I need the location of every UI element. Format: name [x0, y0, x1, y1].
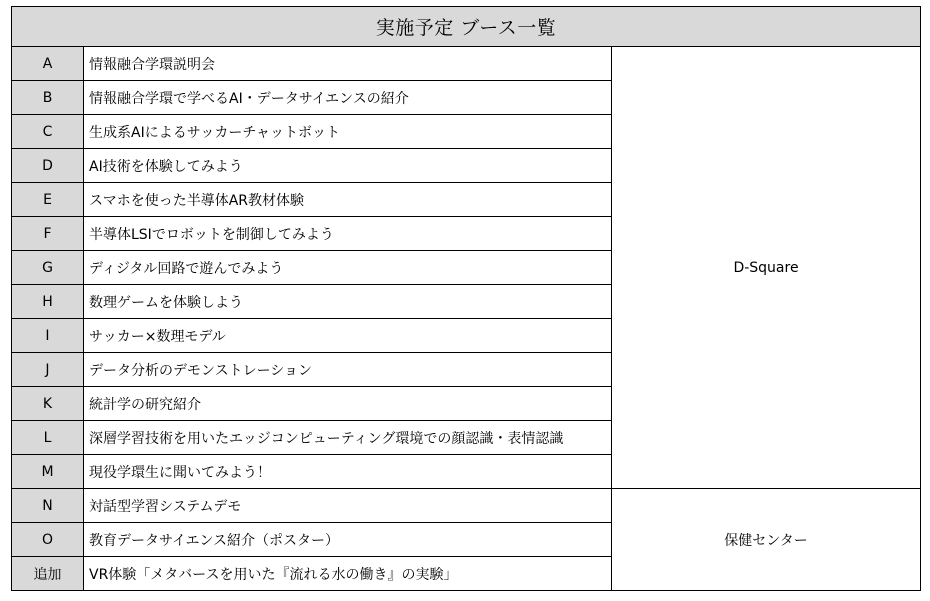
- booth-name: AI技術を体験してみよう: [84, 149, 612, 183]
- location-d-square: D-Square: [612, 47, 921, 489]
- booth-name: 対話型学習システムデモ: [84, 489, 612, 523]
- booth-name: データ分析のデモンストレーション: [84, 353, 612, 387]
- booth-name: 半導体LSIでロボットを制御してみよう: [84, 217, 612, 251]
- booth-id: A: [12, 47, 84, 81]
- booth-id: J: [12, 353, 84, 387]
- location-hoken-center: 保健センター: [612, 489, 921, 591]
- booth-id: O: [12, 523, 84, 557]
- booth-id: F: [12, 217, 84, 251]
- booth-id: B: [12, 81, 84, 115]
- booth-id: L: [12, 421, 84, 455]
- booth-name: 統計学の研究紹介: [84, 387, 612, 421]
- booth-id: G: [12, 251, 84, 285]
- booth-id: M: [12, 455, 84, 489]
- booth-name: VR体験「メタバースを用いた『流れる水の働き』の実験」: [84, 557, 612, 591]
- booth-name: 深層学習技術を用いたエッジコンピューティング環境での顔認識・表情認識: [84, 421, 612, 455]
- booth-name: 情報融合学環説明会: [84, 47, 612, 81]
- booth-id: D: [12, 149, 84, 183]
- booth-id: E: [12, 183, 84, 217]
- booth-name: 数理ゲームを体験しよう: [84, 285, 612, 319]
- table-row: [12, 47, 921, 81]
- booth-name: 情報融合学環で学べるAI・データサイエンスの紹介: [84, 81, 612, 115]
- booth-id: I: [12, 319, 84, 353]
- booth-name: 生成系AIによるサッカーチャットボット: [84, 115, 612, 149]
- booth-name: ディジタル回路で遊んでみよう: [84, 251, 612, 285]
- title-row: [12, 7, 921, 47]
- booth-name: サッカー×数理モデル: [84, 319, 612, 353]
- booth-name: スマホを使った半導体AR教材体験: [84, 183, 612, 217]
- booth-id: H: [12, 285, 84, 319]
- booth-name: 現役学環生に聞いてみよう！: [84, 455, 612, 489]
- page-title: 実施予定 ブース一覧: [12, 7, 921, 47]
- booth-id: K: [12, 387, 84, 421]
- booth-id: 追加: [12, 557, 84, 591]
- booth-id: N: [12, 489, 84, 523]
- booth-name: 教育データサイエンス紹介（ポスター）: [84, 523, 612, 557]
- booth-id: C: [12, 115, 84, 149]
- booth-table: [11, 6, 921, 591]
- table-row: [12, 489, 921, 523]
- booth-list-sheet: [11, 6, 921, 591]
